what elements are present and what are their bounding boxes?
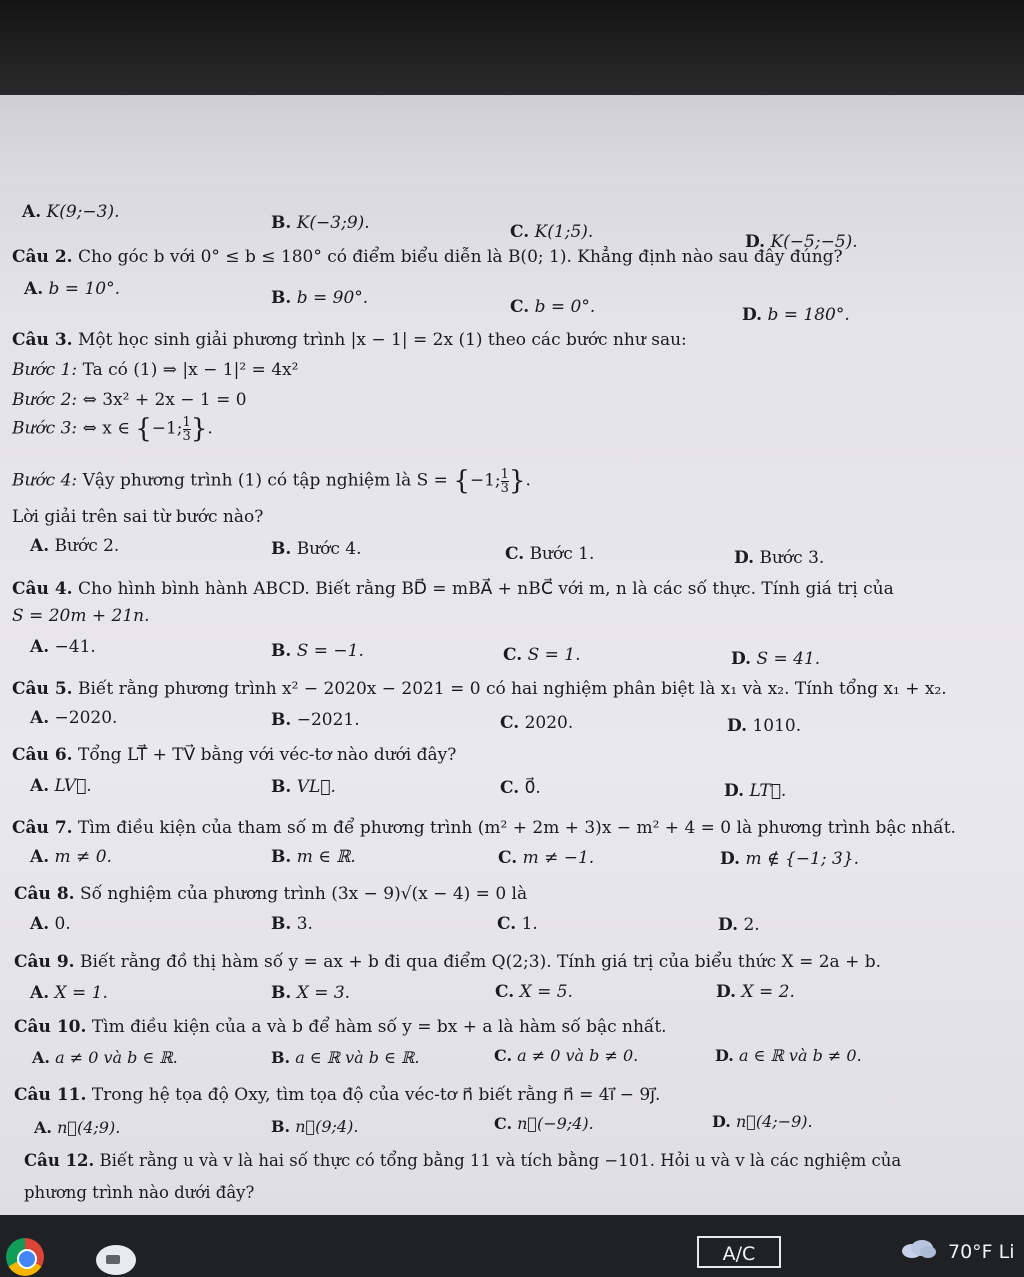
q8-option-c: C. 1. [497,914,538,934]
q10-option-a: A. a ≠ 0 và b ∈ ℝ. [32,1048,178,1067]
q12-stem-2: phương trình nào dưới đây? [24,1183,255,1202]
q2-option-b: B. b = 90°. [271,288,369,308]
q3-option-d: D. Bước 3. [734,548,825,568]
q8-option-d: D. 2. [718,915,760,935]
q12-stem: Câu 12. Biết rằng u và v là hai số thực có tổng bằng 11 và tích bằng −101. Hỏi u và v là các nghiệm của [24,1151,902,1170]
fraction: $\frac{1}{3}$ [500,466,509,496]
q6-option-c: C. 0⃗. [500,778,541,798]
q2-option-a: A. b = 10°. [24,279,120,299]
q6-option-a: A. LV⃗. [30,776,92,796]
q3-option-a: A. Bước 2. [30,536,120,556]
q9-option-d: D. X = 2. [716,982,795,1002]
q7-option-d: D. m ∉ {−1; 3}. [720,849,860,869]
q11-option-b: B. n⃗(9;4). [271,1117,359,1136]
q10-option-b: B. a ∈ ℝ và b ∈ ℝ. [271,1048,420,1067]
chrome-icon[interactable] [6,1238,44,1276]
q2-option-c: C. b = 0°. [510,297,596,317]
q6-option-d: D. LT⃗. [724,781,787,801]
brace-close: } [190,414,208,444]
q7-stem: Câu 7. Tìm điều kiện của tham số m để phương trình (m² + 2m + 3)x − m² + 4 = 0 là phương trình bậc nhất. [12,818,956,838]
q4-stem: Câu 4. Cho hình bình hành ABCD. Biết rằng BD⃗ = mBA⃗ + nBC⃗ với m, n là các số thực. Tính giá trị của [12,579,894,599]
q9-stem: Câu 9. Biết rằng đồ thị hàm số y = ax + b đi qua điểm Q(2;3). Tính giá trị của biểu thức X = 2a + b. [14,952,882,972]
q3-option-b: B. Bước 4. [271,539,362,559]
input-mode-indicator[interactable]: A/C [697,1236,781,1268]
q5-option-d: D. 1010. [727,716,802,736]
weather-cloud-icon[interactable] [900,1240,936,1258]
taskbar [0,1215,1024,1277]
q11-stem: Câu 11. Trong hệ tọa độ Oxy, tìm tọa độ của véc-tơ n⃗ biết rằng n⃗ = 4i⃗ − 9j⃗. [14,1085,661,1105]
q3-stem: Câu 3. Một học sinh giải phương trình |x − 1| = 2x (1) theo các bước như sau: [12,330,687,350]
q8-option-b: B. 3. [271,914,313,934]
q4-option-c: C. S = 1. [503,645,581,665]
q7-option-b: B. m ∈ ℝ. [271,847,356,867]
video-call-icon[interactable] [96,1245,136,1275]
q7-option-a: A. m ≠ 0. [30,847,112,867]
q4-stem-2: S = 20m + 21n. [12,606,150,626]
q11-option-a: A. n⃗(4;9). [34,1118,121,1137]
fraction: $\frac{1}{3}$ [182,414,191,444]
q2-option-d: D. b = 180°. [742,305,850,325]
q6-option-b: B. VL⃗. [271,777,336,797]
q10-option-d: D. a ∈ ℝ và b ≠ 0. [715,1046,862,1065]
q3-option-c: C. Bước 1. [505,544,595,564]
q1-option-d: D. K(−5;−5). [745,232,858,252]
brace-close: } [508,466,526,496]
q1-option-b: B. K(−3;9). [271,213,370,233]
q8-option-a: A. 0. [30,914,71,934]
q10-option-c: C. a ≠ 0 và b ≠ 0. [494,1046,639,1065]
q3-question: Lời giải trên sai từ bước nào? [12,507,264,527]
q1-option-c: C. K(1;5). [510,222,594,242]
q11-option-d: D. n⃗(4;−9). [712,1112,813,1131]
brace-open: { [135,414,152,444]
q3-step-2: Bước 2: ⇔ 3x² + 2x − 1 = 0 [12,390,247,410]
brace-open: { [453,466,470,496]
q3-step-1: Bước 1: Ta có (1) ⇒ |x − 1|² = 4x² [12,360,299,380]
q1-option-a: A. K(9;−3). [22,202,120,222]
weather-temperature[interactable]: 70°F Li [948,1241,1015,1263]
q6-stem: Câu 6. Tổng LT⃗ + TV⃗ bằng với véc-tơ nào dưới đây? [12,745,457,765]
q5-option-c: C. 2020. [500,713,574,733]
q9-option-b: B. X = 3. [271,983,351,1003]
q3-step-4: Bước 4: Vậy phương trình (1) có tập nghiệm là S = {−1; $\frac{1}{3}$ }. [12,466,531,496]
q4-option-b: B. S = −1. [271,641,364,661]
q4-option-d: D. S = 41. [731,649,821,669]
q7-option-c: C. m ≠ −1. [498,848,595,868]
q11-option-c: C. n⃗(−9;4). [494,1114,594,1133]
q5-stem: Câu 5. Biết rằng phương trình x² − 2020x − 2021 = 0 có hai nghiệm phân biệt là x₁ và x₂. Tính tổng x₁ + x₂. [12,679,947,699]
q8-stem: Câu 8. Số nghiệm của phương trình (3x − 9)√(x − 4) = 0 là [14,884,528,904]
q2-stem: Câu 2. Cho góc b với 0° ≤ b ≤ 180° có điểm biểu diễn là B(0; 1). Khẳng định nào sau đây đúng? [12,247,843,267]
q5-option-a: A. −2020. [30,708,118,728]
q3-step-3: Bước 3: ⇔ x ∈ {−1; $\frac{1}{3}$ }. [12,414,213,444]
q5-option-b: B. −2021. [271,710,360,730]
q4-option-a: A. −41. [30,637,96,657]
q9-option-c: C. X = 5. [495,982,573,1002]
q9-option-a: A. X = 1. [30,983,108,1003]
q10-stem: Câu 10. Tìm điều kiện của a và b để hàm số y = bx + a là hàm số bậc nhất. [14,1017,667,1037]
